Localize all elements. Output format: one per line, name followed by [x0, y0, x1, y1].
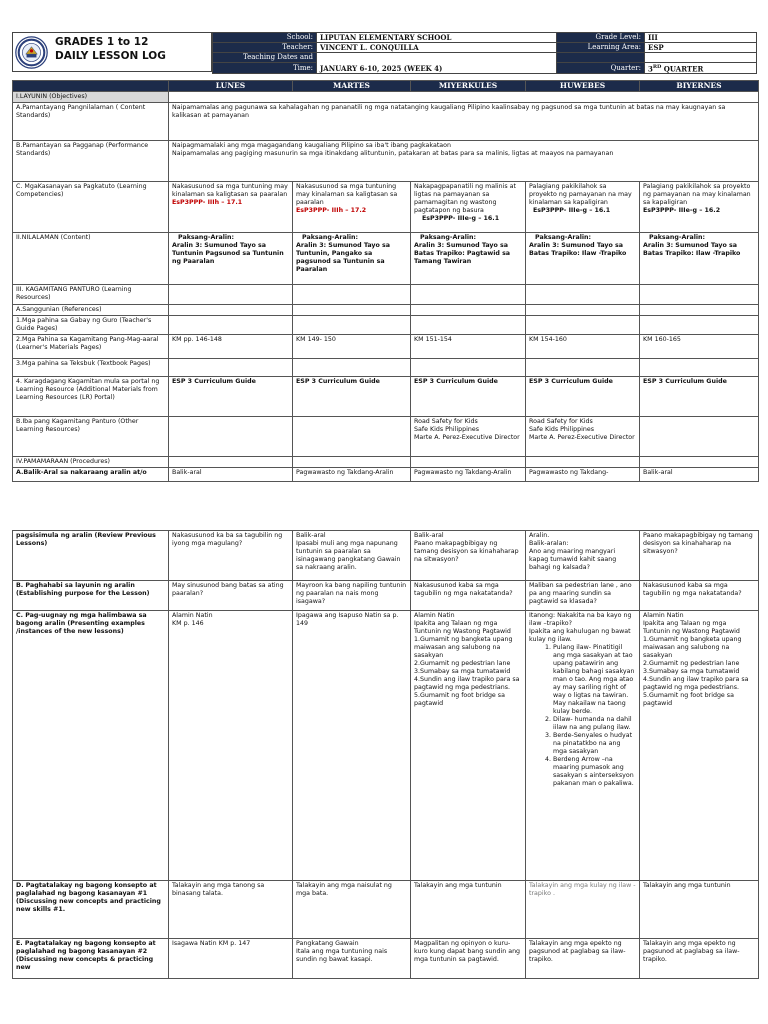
lm-pages: KM pp. 146-148 — [169, 335, 293, 359]
empty-cell — [411, 305, 526, 316]
nilalaman-cell — [526, 233, 640, 285]
performance-line-2: Naipamamalas ang pagiging masunurin sa mga itinakdang alituntunin, patakaran at batas para sa malinis, ligtas at maayos na pamayanan — [172, 150, 614, 157]
portal-resource: ESP 3 Curriculum Guide — [293, 377, 411, 417]
area-value: ESP — [645, 43, 757, 53]
empty-cell — [640, 457, 759, 468]
objectives-row — [169, 92, 759, 103]
lesson-table-page-1 — [12, 80, 759, 482]
nilalaman-head: Paksang-Aralin: — [649, 234, 706, 241]
empty-cell — [526, 316, 640, 335]
school-info-table — [212, 32, 757, 74]
nilalaman-body: Aralin 3: Sumunod Tayo sa Batas Trapiko: Ilaw -Trapiko — [529, 242, 627, 257]
empty-cell — [411, 285, 526, 305]
lesson-table-page-2 — [12, 530, 759, 979]
nilalaman-body: Aralin 3: Sumunod Tayo sa Batas Trapiko: Pagtawid sa Tamang Tawiran — [414, 242, 511, 265]
empty-cell — [169, 285, 293, 305]
empty-cell — [640, 285, 759, 305]
nilalaman-cell — [640, 233, 759, 285]
list-item: 2. Dilaw- humanda na dahil iilaw na ang pulang ilaw. — [553, 716, 636, 732]
empty-cell — [411, 359, 526, 377]
performance-standards — [169, 141, 759, 182]
purpose-cell: Mayroon ka bang napiling tuntunin ng paaralan na nais mong isagawa? — [293, 581, 411, 611]
purpose-cell: Maliban sa pedestrian lane , ano pa ang maaring sundin sa pagtawid sa klasada? — [526, 581, 640, 611]
dll-header — [12, 32, 757, 72]
competency-code: EsP3PPP- IIIe-g – 16.1 — [422, 215, 500, 222]
empty-cell — [526, 285, 640, 305]
examples-label: C. Pag-uugnay ng mga halimbawa sa bagong aralin (Presenting examples /instances of the new lessons) — [13, 611, 169, 881]
nilalaman-body: Aralin 3: Sumunod Tayo sa Tuntunin, Pangako sa pagsunod sa Tuntunin sa Paaralan — [296, 242, 391, 273]
grade-value: III — [645, 33, 757, 43]
huwebes-intro: Itanong: Nakakita na ba kayo ng ilaw –trapiko? Ipakita ang kahulugan ng bawat kulay ng ilaw. — [529, 612, 632, 643]
iba-label: B.Iba pang Kagamitang Panturo (Other Learning Resources) — [13, 417, 169, 457]
balik-aral-cell: Pagwawasto ng Takdang-Aralin — [293, 468, 411, 482]
teacher-label: Teacher: — [213, 43, 317, 53]
empty-cell — [640, 359, 759, 377]
kagamitan-label: III. KAGAMITANG PANTURO (Learning Resources) — [13, 285, 169, 305]
other-resource: Road Safety for Kids Safe Kids Philippines Marte A. Perez-Executive Director — [411, 417, 526, 457]
other-resource — [169, 417, 293, 457]
nilalaman-label: II.NILALAMAN (Content) — [13, 233, 169, 285]
deped-seal-icon — [15, 36, 48, 69]
title-box — [12, 32, 212, 72]
quarter-label: Quarter: — [557, 63, 645, 74]
nilalaman-body: Aralin 3: Sumunod Tayo sa Tuntunin Pagsunod sa Tuntunin ng Paaralan — [172, 242, 284, 265]
objectives-label: I.LAYUNIN (Objectives) — [13, 92, 169, 103]
day-header-blank — [13, 81, 169, 92]
day-header: LUNES — [169, 81, 293, 92]
review-cell: Paano makapagbibigay ng tamang desisyon sa kinahaharap na sitwasyon? — [640, 531, 759, 581]
competency-code: EsP3PPP- IIIe-g – 16.1 — [533, 207, 611, 214]
portal-resource: ESP 3 Curriculum Guide — [640, 377, 759, 417]
empty-cell — [293, 316, 411, 335]
nilalaman-head: Paksang-Aralin: — [420, 234, 477, 241]
quarter-num: 3 — [648, 64, 653, 74]
empty-cell — [526, 457, 640, 468]
lm-pages: KM 160-165 — [640, 335, 759, 359]
portal-label: 4. Karagdagang Kagamitan mula sa portal ng Learning Resource (Additional Materials from Learning Resources (LR) Portal) — [13, 377, 169, 417]
competency-text: Palagiang pakikilahok sa proyekto ng pamayanan na may kinalaman sa kapaligiran — [643, 183, 751, 206]
list-item: 3. Berde-Senyales o hudyat na pinatatkbo na ang mga sasakyan — [553, 732, 636, 756]
competency-text: Nakapagpapanatili ng malinis at ligtas na pamayanan sa pamamagitan ng wastong pagtatapon ng basura — [414, 183, 516, 214]
discuss1-cell: Talakayin ang mga tanong sa binasang talata. — [169, 881, 293, 939]
purpose-cell: Nakasusunod kaba sa mga tagubilin ng mga nakatatanda? — [411, 581, 526, 611]
balik-aral-cell: Pagwawasto ng Takdang- — [526, 468, 640, 482]
empty-cell — [640, 316, 759, 335]
competency-text: Palagiang pakikilahok sa proyekto ng pamayanan na may kinalaman sa kapaligiran — [529, 183, 632, 206]
empty-cell — [293, 457, 411, 468]
list-item: 1. Pulang ilaw- Pinatitigil ang mga sasakyan at tao upang patawirin ang kabilang bahagi sasakyan man o tao. Ang mga atao ay may sariling right of way o ligtas na tawiran. May nakailaw na taong kulay berde. — [553, 644, 636, 716]
other-resource — [293, 417, 411, 457]
day-header: MIYERKULES — [411, 81, 526, 92]
empty-cell — [293, 359, 411, 377]
balik-aral-cell: Balik-aral — [640, 468, 759, 482]
gabay-label: 1.Mga pahina sa Gabay ng Guro (Teacher's Guide Pages) — [13, 316, 169, 335]
quarter-spacer — [645, 53, 757, 63]
review-cell: Nakasusunod ka ba sa tagubilin ng iyong mga magulang? — [169, 531, 293, 581]
school-label: School: — [213, 33, 317, 43]
dll-title — [55, 35, 166, 63]
examples-cell-huwebes — [526, 611, 640, 881]
content-standards: Naipamamalas ang pagunawa sa kahalagahan ng pananatili ng mga natatanging kaugaliang Pilipino kaalinsabay ng pagsunod sa mga tuntunin at batas na may kaugnayan sa kalikasan at pamayanan — [169, 103, 759, 141]
title-line-1: GRADES 1 to 12 — [55, 36, 149, 48]
review-cell: Balik-aral Ipasabi muli ang mga napunang tuntunin sa paaralan sa isinagawang pangkatang Gawain sa nakraang aralin. — [293, 531, 411, 581]
competency-cell — [640, 182, 759, 233]
title-line-2: DAILY LESSON LOG — [55, 50, 166, 62]
competency-cell — [169, 182, 293, 233]
nilalaman-cell — [169, 233, 293, 285]
nilalaman-cell — [293, 233, 411, 285]
quarter-word: QUARTER — [661, 64, 704, 74]
sanggunian-label: A.Sanggunian (References) — [13, 305, 169, 316]
empty-cell — [526, 359, 640, 377]
content-standards-label: A.Pamantayang Pangnilalaman ( Content Standards) — [13, 103, 169, 141]
discuss2-cell: Isagawa Natin KM p. 147 — [169, 939, 293, 979]
discuss1-cell: Talakayin ang mga kulay ng ilaw -trapiko . — [526, 881, 640, 939]
discuss2-cell: Magpalitan ng opinyon o kuru-kuro kung dapat bang sundin ang mga tuntunin sa pagtawid. — [411, 939, 526, 979]
competency-cell — [293, 182, 411, 233]
empty-cell — [411, 457, 526, 468]
competency-cell — [411, 182, 526, 233]
list-item: 4. Berdeng Arrow –na maaring pumasok ang sasakyan s ainterseksyon pakanan man o pakaliwa. — [553, 756, 636, 788]
purpose-cell: May sinusunod bang batas sa ating paaralan? — [169, 581, 293, 611]
teksbuk-label: 3.Mga pahina sa Teksbuk (Textbook Pages) — [13, 359, 169, 377]
examples-cell: Alamin Natin Ipakita ang Talaan ng mga Tuntunin ng Wastong Pagtawid 1.Gumamit ng bangketa upang maiwasan ang salubong na sasakyan 2.Gumamit ng pedestrian lane 3.Sumabay sa mga tumatawid 4.Sundin ang ilaw trapiko para sa pagtawid ng mga pedestrians. 5.Gumamit ng foot bridge sa pagtawid — [640, 611, 759, 881]
competency-text: Nakasusunod sa mga tuntuning may kinalaman sa kaligtasan sa paaralan — [296, 183, 398, 206]
empty-cell — [169, 316, 293, 335]
day-header: HUWEBES — [526, 81, 640, 92]
competencies-label: C. MgaKasanayan sa Pagkatuto (Learning Competencies) — [13, 182, 169, 233]
examples-cell: Alamin Natin Ipakita ang Talaan ng mga Tuntunin ng Wastong Pagtawid 1.Gumamit ng bangketa upang maiwasan ang salubong na sasakyan 2.Gumamit ng pedestrian lane 3.Sumabay sa mga tumatawid 4.Sundin ang ilaw trapiko para sa pagtawid ng mga pedestrians. 5.Gumamit ng foot bridge sa pagtawid — [411, 611, 526, 881]
grade-label: Grade Level: — [557, 33, 645, 43]
discuss1-label: D. Pagtatalakay ng bagong konsepto at paglalahad ng bagong kasanayan #1 (Discussing new concepts and practicing new skills #1. — [13, 881, 169, 939]
nilalaman-head: Paksang-Aralin: — [302, 234, 359, 241]
day-header: MARTES — [293, 81, 411, 92]
review-label: pagsisimula ng aralin (Review Previous Lessons) — [13, 531, 169, 581]
portal-resource: ESP 3 Curriculum Guide — [169, 377, 293, 417]
lm-pages: KM 154-160 — [526, 335, 640, 359]
portal-resource: ESP 3 Curriculum Guide — [411, 377, 526, 417]
quarter-sup: RD — [652, 64, 662, 70]
empty-cell — [169, 359, 293, 377]
competency-text: Nakasusunod sa mga tuntuning may kinalaman sa kaligtasan sa paaralan — [172, 183, 288, 198]
traffic-light-list — [529, 644, 636, 788]
nilalaman-body: Aralin 3: Sumunod Tayo sa Batas Trapiko: Ilaw -Trapiko — [643, 242, 741, 257]
nilalaman-head: Paksang-Aralin: — [178, 234, 235, 241]
school-value: LIPUTAN ELEMENTARY SCHOOL — [317, 33, 557, 43]
balik-aral-label: A.Balik-Aral sa nakaraang aralin at/o — [13, 468, 169, 482]
discuss2-cell: Talakayin ang mga epekto ng pagsunod at paglabag sa ilaw-trapiko. — [526, 939, 640, 979]
discuss2-cell: Talakayin ang mga epekto ng pagsunod at paglabag sa ilaw-trapiko. — [640, 939, 759, 979]
discuss1-cell: Talakayin ang mga naisulat ng mga bata. — [293, 881, 411, 939]
examples-cell: Alamin Natin KM p. 146 — [169, 611, 293, 881]
lm-pages: KM 151-154 — [411, 335, 526, 359]
portal-resource: ESP 3 Curriculum Guide — [526, 377, 640, 417]
empty-cell — [293, 305, 411, 316]
day-header: BIYERNES — [640, 81, 759, 92]
empty-cell — [640, 305, 759, 316]
page-1 — [0, 0, 768, 500]
purpose-label: B. Paghahabi sa layunin ng aralin (Establishing purpose for the Lesson) — [13, 581, 169, 611]
empty-cell — [526, 305, 640, 316]
dates-label-1: Teaching Dates and — [213, 53, 317, 63]
other-resource — [640, 417, 759, 457]
review-cell: Aralin. Balik-aralan: Ano ang maaring mangyari kapag tumawid kahit saang bahagi ng kalsada? — [526, 531, 640, 581]
page-2 — [0, 530, 768, 1024]
lm-pages: KM 149- 150 — [293, 335, 411, 359]
dates-value: JANUARY 6-10, 2025 (WEEK 4) — [317, 53, 557, 74]
discuss1-cell: Talakayin ang mga tuntunin — [640, 881, 759, 939]
empty-cell — [293, 285, 411, 305]
dates-label-2: Time: — [213, 63, 317, 74]
balik-aral-cell: Pagwawasto ng Takdang-Aralin — [411, 468, 526, 482]
balik-aral-cell: Balik-aral — [169, 468, 293, 482]
teacher-value: VINCENT L. CONQUILLA — [317, 43, 557, 53]
competency-cell — [526, 182, 640, 233]
competency-code: EsP3PPP- IIIh – 17.2 — [296, 207, 367, 214]
competency-code: EsP3PPP- IIIh – 17.1 — [172, 199, 243, 206]
purpose-cell: Nakasusunod kaba sa mga tagubilin ng mga nakatatanda? — [640, 581, 759, 611]
discuss2-label: E. Pagtatalakay ng bagong konsepto at paglalahad ng bagong kasanayan #2 (Discussing new concepts & practicing new — [13, 939, 169, 979]
discuss2-cell: Pangkatang Gawain Itala ang mga tuntuning nais sundin ng bawat kasapi. — [293, 939, 411, 979]
review-cell: Balik-aral Paano makapagbibigay ng tamang desisyon sa kinahaharap na sitwasyon? — [411, 531, 526, 581]
empty-cell — [169, 457, 293, 468]
area-label: Learning Area: — [557, 43, 645, 53]
pamamaraan-label: IV.PAMAMARAAN (Procedures) — [13, 457, 169, 468]
competency-code: EsP3PPP- IIIe-g – 16.2 — [643, 207, 721, 214]
discuss1-cell: Talakayin ang mga tuntunin — [411, 881, 526, 939]
examples-cell: Ipagawa ang Isapuso Natin sa p. 149 — [293, 611, 411, 881]
other-resource: Road Safety for Kids Safe Kids Philippines Marte A. Perez-Executive Director — [526, 417, 640, 457]
performance-line-1: Naipagmamalaki ang mga magagandang kaugaliang Pilipino sa iba't ibang pagkakataon — [172, 142, 451, 149]
quarter-value — [645, 63, 757, 74]
nilalaman-cell — [411, 233, 526, 285]
performance-standards-label: B.Pamantayan sa Pagganap (Performance Standards) — [13, 141, 169, 182]
empty-cell — [169, 305, 293, 316]
empty-cell — [411, 316, 526, 335]
quarter-label-spacer — [557, 53, 645, 63]
mag-aaral-label: 2.Mga Pahina sa Kagamitang Pang-Mag-aaral (Learner's Materials Pages) — [13, 335, 169, 359]
nilalaman-head: Paksang-Aralin: — [535, 234, 592, 241]
